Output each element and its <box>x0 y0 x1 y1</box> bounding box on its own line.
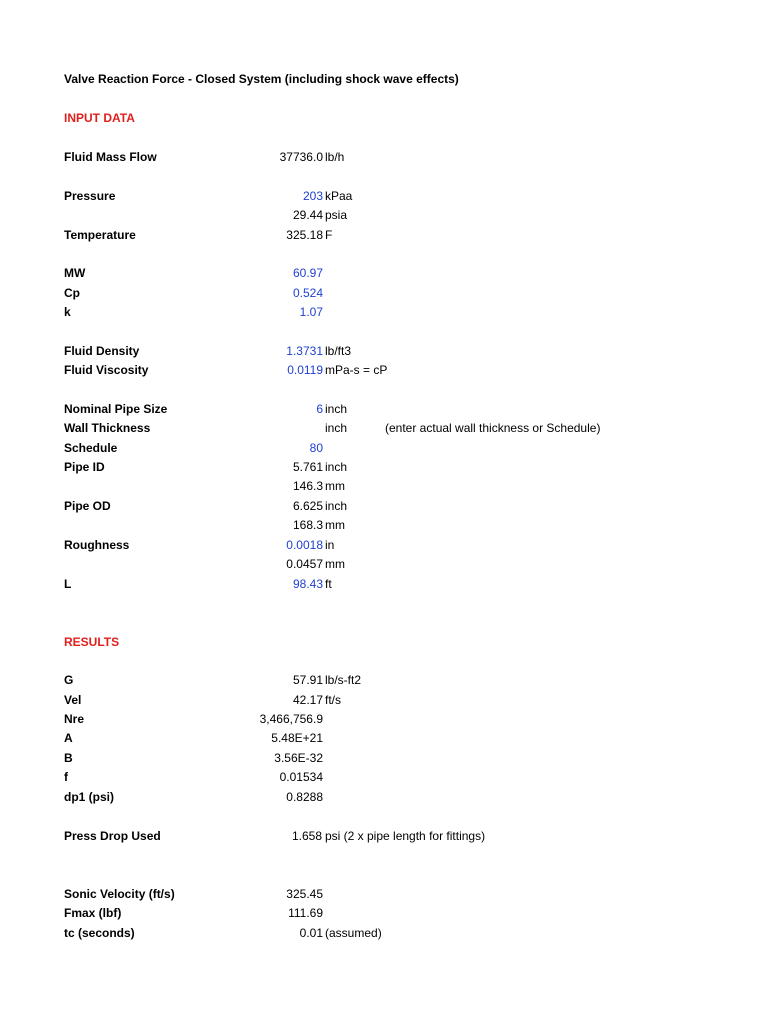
a-row <box>0 730 768 746</box>
results-header: RESULTS <box>64 635 120 649</box>
cp-label: Cp <box>64 286 80 300</box>
pipe-id-mm-value: 146.3 <box>292 479 323 493</box>
mw-row <box>0 265 768 281</box>
pipe-od-mm-row <box>0 517 768 533</box>
vel-label: Vel <box>64 693 82 707</box>
nre-label: Nre <box>64 712 85 726</box>
length-unit: ft <box>325 577 332 591</box>
tc-unit: (assumed) <box>325 926 382 940</box>
schedule-row <box>0 440 768 456</box>
pipe-id-label: Pipe ID <box>64 460 105 474</box>
pipe-od-row <box>0 498 768 514</box>
pipe-od-mm-value: 168.3 <box>292 518 323 532</box>
cp-input[interactable]: 0.524 <box>292 286 323 300</box>
viscosity-input[interactable]: 0.0119 <box>287 363 323 377</box>
a-label: A <box>64 731 73 745</box>
sonic-label: Sonic Velocity (ft/s) <box>64 887 175 901</box>
roughness-mm-unit: mm <box>325 557 345 571</box>
sonic-row <box>0 886 768 902</box>
roughness-row <box>0 537 768 553</box>
b-label: B <box>64 751 73 765</box>
cp-row <box>0 285 768 301</box>
pipe-id-unit: inch <box>325 460 348 474</box>
temperature-label: Temperature <box>64 228 136 242</box>
press-drop-label: Press Drop Used <box>64 829 161 843</box>
viscosity-label: Fluid Viscosity <box>64 363 149 377</box>
pressure-label: Pressure <box>64 189 116 203</box>
fmax-value: 111.69 <box>288 906 323 920</box>
dp1-row <box>0 789 768 805</box>
input-header-row <box>0 110 768 126</box>
b-value: 3.56E-32 <box>274 751 323 765</box>
nps-input[interactable]: 6 <box>316 402 323 416</box>
k-input[interactable]: 1.07 <box>299 305 323 319</box>
tc-value: 0.01 <box>299 926 323 940</box>
input-data-header: INPUT DATA <box>64 111 135 125</box>
vel-value: 42.17 <box>292 693 323 707</box>
f-value: 0.01534 <box>279 770 323 784</box>
press-drop-row <box>0 828 768 844</box>
pipe-od-mm-unit: mm <box>325 518 345 532</box>
wall-unit: inch <box>325 421 348 435</box>
schedule-input[interactable]: 80 <box>309 441 323 455</box>
pipe-od-value: 6.625 <box>292 499 323 513</box>
mw-label: MW <box>64 266 86 280</box>
vel-row <box>0 692 768 708</box>
length-row <box>0 576 768 592</box>
pressure-row <box>0 188 768 204</box>
f-label: f <box>64 770 68 784</box>
pressure-unit: kPaa <box>325 189 353 203</box>
a-value: 5.48E+21 <box>271 731 323 745</box>
temperature-unit: F <box>325 228 333 242</box>
vel-unit: ft/s <box>325 693 342 707</box>
b-row <box>0 750 768 766</box>
viscosity-row <box>0 362 768 378</box>
g-row <box>0 672 768 688</box>
g-unit: lb/s-ft2 <box>325 673 362 687</box>
roughness-label: Roughness <box>64 538 130 552</box>
dp1-label: dp1 (psi) <box>64 790 114 804</box>
temperature-row <box>0 227 768 243</box>
tc-row <box>0 925 768 941</box>
sheet-title: Valve Reaction Force - Closed System (including shock wave effects) <box>64 72 459 86</box>
tc-label: tc (seconds) <box>64 926 135 940</box>
pressure-psia-value: 29.44 <box>292 208 323 222</box>
mass-flow-unit: lb/h <box>325 150 345 164</box>
density-label: Fluid Density <box>64 344 140 358</box>
length-input[interactable]: 98.43 <box>292 577 323 591</box>
sonic-value: 325.45 <box>286 887 323 901</box>
density-row <box>0 343 768 359</box>
schedule-label: Schedule <box>64 441 118 455</box>
results-header-row <box>0 634 768 650</box>
wall-row <box>0 420 768 436</box>
pressure-input[interactable]: 203 <box>302 189 323 203</box>
roughness-mm-value: 0.0457 <box>286 557 323 571</box>
roughness-unit: in <box>325 538 335 552</box>
press-drop-unit: psi (2 x pipe length for fittings) <box>325 829 486 843</box>
dp1-value: 0.8288 <box>286 790 323 804</box>
fmax-label: Fmax (lbf) <box>64 906 122 920</box>
nre-value: 3,466,756.9 <box>259 712 323 726</box>
nps-unit: inch <box>325 402 348 416</box>
roughness-mm-row <box>0 556 768 572</box>
press-drop-value: 1.658 <box>291 829 322 843</box>
temperature-value: 325.18 <box>286 228 323 242</box>
title-row <box>0 71 768 87</box>
nre-row <box>0 711 768 727</box>
pipe-id-mm-unit: mm <box>325 479 345 493</box>
wall-note: (enter actual wall thickness or Schedule) <box>385 421 601 435</box>
k-label: k <box>64 305 71 319</box>
nps-row <box>0 401 768 417</box>
f-row <box>0 769 768 785</box>
pressure-psia-row <box>0 207 768 223</box>
mass-flow-row <box>0 149 768 165</box>
g-label: G <box>64 673 74 687</box>
nps-label: Nominal Pipe Size <box>64 402 168 416</box>
fmax-row <box>0 905 768 921</box>
mw-input[interactable]: 60.97 <box>292 266 323 280</box>
viscosity-unit: mPa-s = cP <box>325 363 388 377</box>
mass-flow-label: Fluid Mass Flow <box>64 150 157 164</box>
density-input[interactable]: 1.3731 <box>286 344 323 358</box>
pressure-psia-unit: psia <box>325 208 348 222</box>
mass-flow-value: 37736.0 <box>279 150 323 164</box>
g-value: 57.91 <box>292 673 323 687</box>
pipe-id-mm-row <box>0 478 768 494</box>
roughness-input[interactable]: 0.0018 <box>286 538 323 552</box>
pipe-od-unit: inch <box>325 499 348 513</box>
pipe-id-value: 5.761 <box>292 460 323 474</box>
wall-label: Wall Thickness <box>64 421 151 435</box>
pipe-od-label: Pipe OD <box>64 499 111 513</box>
pipe-id-row <box>0 459 768 475</box>
k-row <box>0 304 768 320</box>
density-unit: lb/ft3 <box>325 344 352 358</box>
length-label: L <box>64 577 72 591</box>
